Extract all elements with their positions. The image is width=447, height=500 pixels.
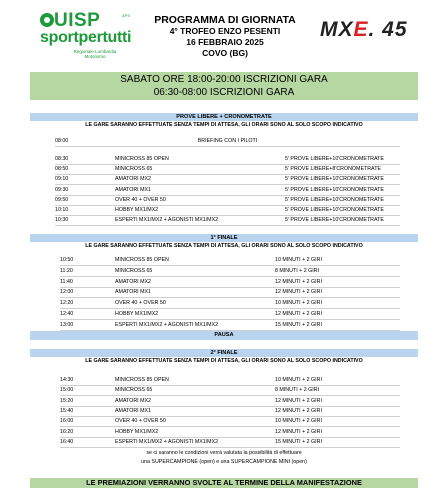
race-format: 12 MINUTI + 2 GIRI <box>275 289 322 296</box>
race-format: 5' PROVE LIBERE+10'CRONOMETRATE <box>285 176 384 183</box>
race-time: 16:40 <box>60 438 74 445</box>
race-time: 11:20 <box>60 267 73 274</box>
race-time: 09:10 <box>55 176 69 183</box>
title-line-1: PROGRAMMA DI GIORNATA <box>154 14 296 26</box>
race-category: MINICROSS 65 <box>115 267 153 274</box>
uisp-emblem-icon <box>40 13 54 27</box>
race-time: 12:00 <box>60 289 74 296</box>
race-format: 5' PROVE LIBERE+10'CRONOMETRATE <box>285 207 384 213</box>
pausa-bar: PAUSA <box>30 331 418 340</box>
race-format: 8 MINUTI + 2 GIRI <box>275 267 320 274</box>
race-time: 15:00 <box>60 387 74 394</box>
race-category: AMATORI MX2 <box>115 397 152 404</box>
race-format: 5' PROVE LIBERE+8'CRONOMETRATE <box>285 166 381 173</box>
race-category: MINICROSS 65 <box>115 387 153 394</box>
race-format: 15 MINUTI + 2 GIRI <box>275 321 322 328</box>
race-time: 14:30 <box>60 377 74 383</box>
race-category: OVER 40 + OVER 50 <box>115 196 166 203</box>
schedule-row <box>60 299 400 309</box>
race-category: OVER 40 + OVER 50 <box>115 418 166 425</box>
logo-aps-text: APS <box>122 13 131 18</box>
race-format: 10 MINUTI + 2 GIRI <box>275 377 322 383</box>
race-format: 12 MINUTI + 2 GIRI <box>275 428 322 435</box>
schedule-row <box>60 321 400 331</box>
schedule-row <box>60 256 400 266</box>
race-category: HOBBY MX1/MX2 <box>115 311 159 317</box>
race-time: 10:30 <box>55 217 69 224</box>
schedule-row <box>60 438 400 448</box>
title-line-4: COVO (BG) <box>202 48 248 58</box>
schedule-row <box>60 397 400 407</box>
race-category: ESPERTI MX1/MX2 + AGONISTI MX1/MX2 <box>115 438 219 445</box>
race-time: 08:50 <box>55 166 69 173</box>
race-format: 12 MINUTI + 2 GIRI <box>275 407 322 414</box>
footnote-line-1: se ci saranno le condizioni verrà valutata la possibilità di effettuare <box>146 450 302 456</box>
race-category: AMATORI MX1 <box>115 289 152 296</box>
race-time: 09:30 <box>55 186 69 193</box>
iscrizioni-banner <box>30 72 418 100</box>
race-format: 10 MINUTI + 2 GIRI <box>275 300 322 307</box>
race-time: 16:20 <box>60 428 74 435</box>
section-prove-notice: LE GARE SARANNO EFFETTUATE SENZA TEMPI DI ATTESA, GLI ORARI SONO AL SOLO SCOPO INDICATIVO <box>85 122 363 128</box>
schedule-row <box>55 216 400 226</box>
race-category: MINICROSS 65 <box>115 166 153 173</box>
race-category: AMATORI MX2 <box>115 278 152 285</box>
race-format: 5' PROVE LIBERE+10'CRONOMETRATE <box>285 186 384 193</box>
schedule-row <box>60 278 400 288</box>
section-finale1-notice: LE GARE SARANNO EFFETTUATE SENZA TEMPI DI ATTESA, GLI ORARI SONO AL SOLO SCOPO INDICATIVO <box>85 243 363 249</box>
race-format: 5' PROVE LIBERE+10'CRONOMETRATE <box>285 217 384 224</box>
schedule-row <box>60 376 400 386</box>
briefing-time: 08:00 <box>55 138 69 144</box>
race-format: 12 MINUTI + 2 GIRI <box>275 278 322 285</box>
logo-uisp-text: UISP <box>54 10 101 31</box>
schedule-row <box>60 310 400 320</box>
race-time: 13:00 <box>60 321 74 328</box>
logo-sportpertutti-text: sportpertutti <box>40 29 132 46</box>
section-finale2-title: 2° FINALE <box>30 349 418 357</box>
schedule-row <box>60 267 400 277</box>
race-format: 10 MINUTI + 2 GIRI <box>275 257 322 263</box>
race-category: MINICROSS 85 OPEN <box>115 156 169 162</box>
race-time: 10:50 <box>60 257 74 263</box>
race-format: 10 MINUTI + 2 GIRI <box>275 418 322 425</box>
title-line-2: 4° TROFEO ENZO PESENTI <box>169 26 281 36</box>
race-category: OVER 40 + OVER 50 <box>115 300 166 307</box>
race-format: 5' PROVE LIBERE+10'CRONOMETRATE <box>285 156 384 162</box>
race-time: 15:40 <box>60 407 74 414</box>
race-category: MINICROSS 85 OPEN <box>115 377 169 383</box>
briefing-row <box>55 137 400 147</box>
race-time: 10:10 <box>55 207 69 213</box>
race-format: 15 MINUTI + 2 GIRI <box>275 438 322 445</box>
race-category: HOBBY MX1/MX2 <box>115 428 159 435</box>
section-prove-title: PROVE LIBERE + CRONOMETRATE <box>30 113 418 121</box>
race-format: 5' PROVE LIBERE+10'CRONOMETRATE <box>285 196 384 203</box>
race-time: 12:20 <box>60 300 74 307</box>
race-time: 08:30 <box>55 156 69 162</box>
race-category: ESPERTI MX1/MX2 + AGONISTI MX1/MX2 <box>115 321 219 328</box>
race-category: AMATORI MX1 <box>115 186 152 193</box>
race-time: 16:00 <box>60 418 74 425</box>
header <box>0 0 447 70</box>
race-time: 12:40 <box>60 311 74 317</box>
section-finale2-notice: LE GARE SARANNO EFFETTUATE SENZA TEMPI DI ATTESA, GLI ORARI SONO AL SOLO SCOPO INDICATIVO <box>85 358 363 364</box>
race-category: ESPERTI MX1/MX2 + AGONISTI MX1/MX2 <box>115 217 219 224</box>
schedule-row <box>60 386 400 396</box>
race-format: 8 MINUTI + 2 GIRI <box>275 387 320 394</box>
race-category: HOBBY MX1/MX2 <box>115 207 159 213</box>
race-category: AMATORI MX1 <box>115 407 152 414</box>
race-time: 09:50 <box>55 196 69 203</box>
schedule-row <box>60 428 400 438</box>
section-finale1-title: 1° FINALE <box>30 234 418 242</box>
footnote-line-2: una SUPERCAMPIONE (open) e una SUPERCAMPIONE MINI (open) <box>141 459 307 465</box>
schedule-row <box>55 165 400 175</box>
schedule-row <box>55 196 400 206</box>
race-format: 12 MINUTI + 2 GIRI <box>275 397 322 404</box>
schedule-row <box>55 175 400 185</box>
schedule-row <box>55 206 400 216</box>
schedule-row <box>55 155 400 165</box>
race-category: AMATORI MX2 <box>115 176 152 183</box>
schedule-row <box>60 417 400 427</box>
uisp-logo <box>40 10 150 70</box>
title-line-3: 16 FEBBRAIO 2025 <box>186 37 264 47</box>
race-category: MINICROSS 85 OPEN <box>115 257 169 263</box>
schedule-row <box>55 186 400 196</box>
premiazioni-banner: LE PREMIAZIONI VERRANNO SVOLTE AL TERMINE DELLA MANIFESTAZIONE <box>30 478 418 488</box>
logo-region-text: Regionale Lombardia Motorismo <box>73 49 117 59</box>
program-title <box>150 15 300 59</box>
iscrizioni-line-2: 06:30-08:00 ISCRIZIONI GARA <box>153 87 295 98</box>
race-format: 12 MINUTI + 2 GIRI <box>275 311 322 317</box>
race-time: 15:20 <box>60 397 74 404</box>
schedule-row <box>60 288 400 298</box>
briefing-label: BRIEFING CON I PILOTI <box>197 138 258 144</box>
schedule-row <box>60 407 400 417</box>
mxe45-logo: MXE. 45 <box>320 18 408 41</box>
race-time: 11:40 <box>60 278 73 285</box>
iscrizioni-line-1: SABATO ORE 18:00-20:00 ISCRIZIONI GARA <box>120 74 328 85</box>
